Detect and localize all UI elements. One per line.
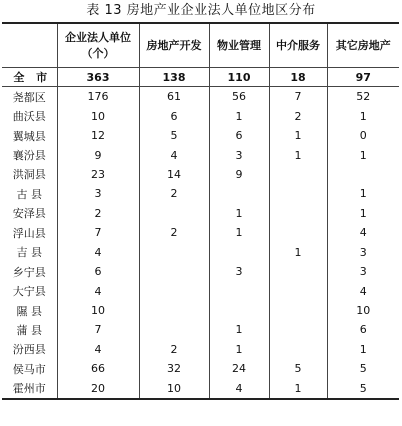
region-name: 全 市 xyxy=(2,68,57,87)
region-name: 安泽县 xyxy=(2,204,57,223)
cell-other-real-estate: 4 xyxy=(327,281,399,300)
cell-other-real-estate: 1 xyxy=(327,340,399,359)
table-row xyxy=(2,320,399,339)
cell-agency-services xyxy=(269,204,327,223)
header-region xyxy=(2,23,57,68)
cell-other-real-estate: 4 xyxy=(327,223,399,242)
header-enterprise-units xyxy=(57,23,139,68)
table-row xyxy=(2,281,399,300)
total-row xyxy=(2,68,399,87)
table-title: 表 13 房地产业企业法人单位地区分布 xyxy=(86,3,316,18)
distribution-table xyxy=(2,22,399,400)
region-name: 浮山县 xyxy=(2,223,57,242)
cell-property-management: 3 xyxy=(209,262,269,281)
cell-property-management: 4 xyxy=(209,379,269,399)
cell-property-management: 3 xyxy=(209,145,269,164)
region-name: 尧都区 xyxy=(2,87,57,107)
cell-real-estate-development: 4 xyxy=(139,145,209,164)
cell-real-estate-development: 5 xyxy=(139,126,209,145)
cell-other-real-estate: 1 xyxy=(327,106,399,125)
cell-real-estate-development: 61 xyxy=(139,87,209,107)
table-row xyxy=(2,87,399,107)
header-enterprise-units-line1: 企业法人单位 xyxy=(65,30,131,44)
table-row xyxy=(2,340,399,359)
region-name: 侯马市 xyxy=(2,359,57,378)
cell-agency-services xyxy=(269,320,327,339)
cell-agency-services: 5 xyxy=(269,359,327,378)
cell-enterprise-units: 10 xyxy=(57,301,139,320)
cell-real-estate-development: 2 xyxy=(139,223,209,242)
cell-property-management xyxy=(209,301,269,320)
cell-agency-services: 1 xyxy=(269,243,327,262)
cell-other-real-estate: 0 xyxy=(327,126,399,145)
table-row xyxy=(2,145,399,164)
table-row xyxy=(2,165,399,184)
table-row xyxy=(2,126,399,145)
cell-property-management: 110 xyxy=(209,68,269,87)
cell-agency-services xyxy=(269,301,327,320)
cell-enterprise-units: 3 xyxy=(57,184,139,203)
cell-enterprise-units: 12 xyxy=(57,126,139,145)
table-row xyxy=(2,359,399,378)
cell-enterprise-units: 66 xyxy=(57,359,139,378)
cell-property-management: 1 xyxy=(209,204,269,223)
cell-real-estate-development: 6 xyxy=(139,106,209,125)
cell-real-estate-development xyxy=(139,320,209,339)
cell-other-real-estate: 1 xyxy=(327,204,399,223)
cell-agency-services xyxy=(269,223,327,242)
cell-property-management xyxy=(209,281,269,300)
cell-agency-services xyxy=(269,262,327,281)
cell-other-real-estate: 5 xyxy=(327,359,399,378)
cell-enterprise-units: 4 xyxy=(57,281,139,300)
cell-other-real-estate: 52 xyxy=(327,87,399,107)
header-other-real-estate: 其它房地产 xyxy=(327,23,399,68)
cell-real-estate-development xyxy=(139,281,209,300)
cell-enterprise-units: 6 xyxy=(57,262,139,281)
cell-agency-services xyxy=(269,340,327,359)
cell-property-management: 6 xyxy=(209,126,269,145)
table-row xyxy=(2,379,399,399)
cell-property-management xyxy=(209,184,269,203)
cell-enterprise-units: 2 xyxy=(57,204,139,223)
cell-other-real-estate: 5 xyxy=(327,379,399,399)
cell-enterprise-units: 4 xyxy=(57,340,139,359)
cell-other-real-estate: 1 xyxy=(327,184,399,203)
cell-property-management: 1 xyxy=(209,106,269,125)
cell-agency-services: 2 xyxy=(269,106,327,125)
cell-other-real-estate: 3 xyxy=(327,262,399,281)
cell-real-estate-development: 2 xyxy=(139,184,209,203)
cell-agency-services: 7 xyxy=(269,87,327,107)
cell-property-management: 1 xyxy=(209,223,269,242)
region-name: 吉 县 xyxy=(2,243,57,262)
cell-agency-services: 1 xyxy=(269,145,327,164)
cell-real-estate-development xyxy=(139,243,209,262)
cell-enterprise-units: 176 xyxy=(57,87,139,107)
header-agency-services: 中介服务 xyxy=(269,23,327,68)
table-row xyxy=(2,243,399,262)
table-row xyxy=(2,184,399,203)
cell-agency-services xyxy=(269,184,327,203)
cell-real-estate-development xyxy=(139,204,209,223)
region-name: 乡宁县 xyxy=(2,262,57,281)
region-name: 洪洞县 xyxy=(2,165,57,184)
cell-property-management: 56 xyxy=(209,87,269,107)
cell-property-management xyxy=(209,243,269,262)
cell-real-estate-development: 32 xyxy=(139,359,209,378)
cell-agency-services: 1 xyxy=(269,126,327,145)
header-row xyxy=(2,23,399,68)
cell-real-estate-development: 2 xyxy=(139,340,209,359)
region-name: 翼城县 xyxy=(2,126,57,145)
cell-property-management: 1 xyxy=(209,340,269,359)
cell-other-real-estate: 97 xyxy=(327,68,399,87)
cell-enterprise-units: 4 xyxy=(57,243,139,262)
region-name: 古 县 xyxy=(2,184,57,203)
cell-property-management: 24 xyxy=(209,359,269,378)
cell-agency-services xyxy=(269,165,327,184)
cell-enterprise-units: 23 xyxy=(57,165,139,184)
cell-agency-services: 18 xyxy=(269,68,327,87)
cell-agency-services: 1 xyxy=(269,379,327,399)
header-enterprise-units-line2: （个） xyxy=(81,46,115,60)
region-name: 大宁县 xyxy=(2,281,57,300)
cell-enterprise-units: 20 xyxy=(57,379,139,399)
table-row xyxy=(2,223,399,242)
cell-real-estate-development xyxy=(139,301,209,320)
table-row xyxy=(2,262,399,281)
region-name: 曲沃县 xyxy=(2,106,57,125)
cell-enterprise-units: 9 xyxy=(57,145,139,164)
region-name: 霍州市 xyxy=(2,379,57,399)
table-row xyxy=(2,106,399,125)
cell-other-real-estate xyxy=(327,165,399,184)
header-property-management: 物业管理 xyxy=(209,23,269,68)
cell-enterprise-units: 7 xyxy=(57,320,139,339)
region-name: 蒲 县 xyxy=(2,320,57,339)
cell-real-estate-development: 138 xyxy=(139,68,209,87)
region-name: 隰 县 xyxy=(2,301,57,320)
cell-enterprise-units: 363 xyxy=(57,68,139,87)
cell-real-estate-development xyxy=(139,262,209,281)
cell-real-estate-development: 10 xyxy=(139,379,209,399)
cell-other-real-estate: 1 xyxy=(327,145,399,164)
cell-other-real-estate: 10 xyxy=(327,301,399,320)
region-name: 襄汾县 xyxy=(2,145,57,164)
cell-other-real-estate: 6 xyxy=(327,320,399,339)
table-row xyxy=(2,204,399,223)
cell-property-management: 1 xyxy=(209,320,269,339)
cell-real-estate-development: 14 xyxy=(139,165,209,184)
table-row xyxy=(2,301,399,320)
cell-enterprise-units: 10 xyxy=(57,106,139,125)
cell-agency-services xyxy=(269,281,327,300)
cell-other-real-estate: 3 xyxy=(327,243,399,262)
header-real-estate-development: 房地产开发 xyxy=(139,23,209,68)
cell-enterprise-units: 7 xyxy=(57,223,139,242)
region-name: 汾西县 xyxy=(2,340,57,359)
cell-property-management: 9 xyxy=(209,165,269,184)
